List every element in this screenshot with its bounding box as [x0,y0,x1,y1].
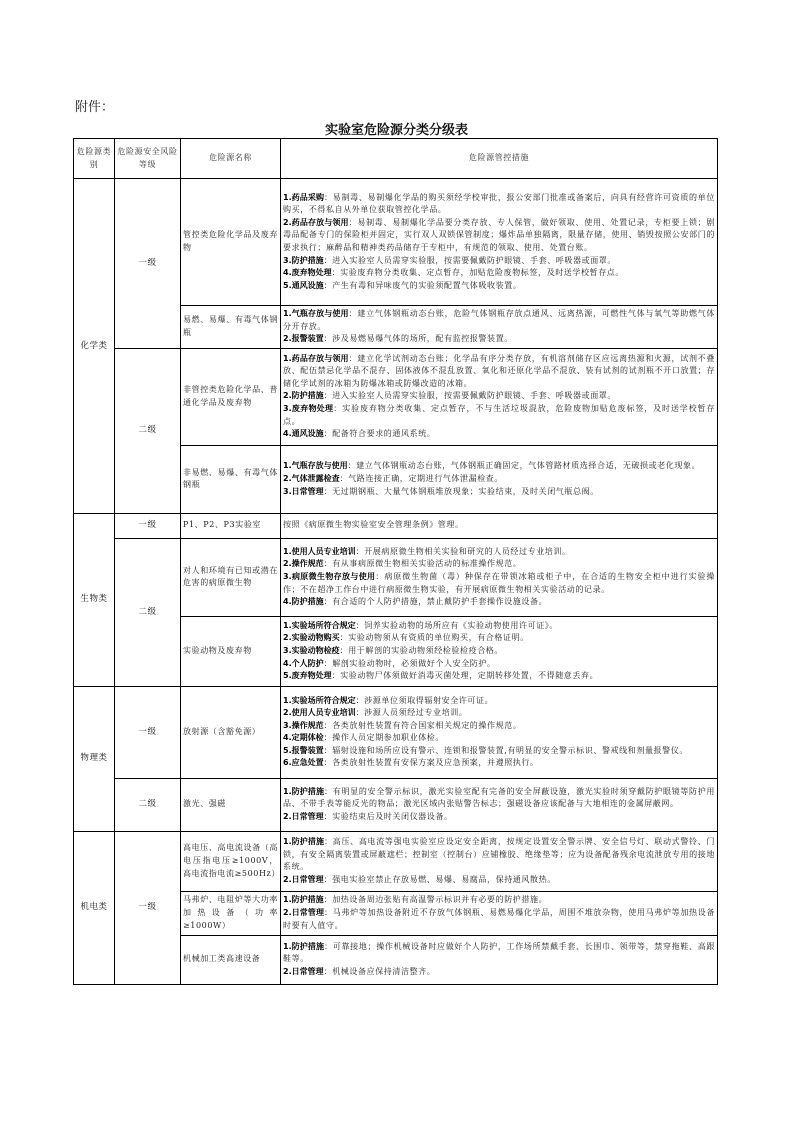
measure-heading: 3.病原微生物存放与使用 [283,571,376,581]
measure-item [283,894,715,907]
measure-heading: 3.防护措施 [283,255,324,265]
level-cell: 一级 [115,686,181,778]
measure-item [283,658,715,671]
measure-text: ：辐射设施和场所应设有警示、连锁和报警装置,有明显的安全警示标识、警戒线和剂量报警仪。 [323,745,688,755]
measure-item [283,632,715,645]
measure-item [283,558,715,571]
hazard-name-cell: 实验动物及废弃物 [181,616,281,686]
measures-cell [281,616,718,686]
measure-heading: 2.报警装置 [283,334,324,344]
measure-text: ：加热设备周边张贴有高温警示标识并有必要的防护措施。 [323,895,548,905]
measure-item [283,267,715,280]
measure-text: ：有合适的个人防护措施，禁止戴防护手套操作设施设备。 [323,597,548,607]
measure-text: ：解剖实验动物时，必须做好个人安全防护。 [323,658,496,668]
measure-item [283,966,715,979]
measure-heading: 5.废弃物处理 [283,671,332,681]
measure-item [283,745,715,758]
measure-item [283,645,715,658]
measure-item [283,280,715,293]
measures-cell [281,831,718,891]
measure-heading: 2.日常管理 [283,907,325,917]
measure-item [283,757,715,770]
header-level: 危险源安全风险等级 [115,139,181,179]
table-row [74,686,718,778]
measure-item [283,732,715,745]
measure-heading: 3.操作规范 [283,720,324,730]
measure-item [283,695,715,708]
hazard-name-cell: 放射源（含豁免源） [181,686,281,778]
measure-item [283,390,715,403]
level-cell: 二级 [115,538,181,686]
measure-text: ：操作人员定期参加职业体检。 [323,733,445,743]
measure-heading: 4.防护措施 [283,597,324,607]
measure-heading: 3.日常管理 [283,486,324,496]
measure-heading: 4.定期体检 [283,733,324,743]
measures-cell [281,778,718,831]
header-measures: 危险源管控措施 [281,139,718,179]
measure-text: ：易制毒、易制爆化学品要分类存放、专人保管，做好领取、使用、处置记录，专柜要上锁；剧毒品配备专门的保险柜并固定，实行双人双锁保管制度；爆炸品单独隔离，限量存储，使用、销毁按照公安部门的要求执行；麻醉品和精神类药品储存于专柜中，有规范的领取、使用、处置台账。 [283,217,715,252]
level-cell: 一级 [115,831,181,984]
measure-heading: 1.气瓶存放与使用 [283,309,349,318]
measure-heading: 4.通风设施 [283,429,324,439]
measure-item [283,907,715,932]
measure-text: ：涉及易燃易爆气体的场所，配有监控报警装置。 [323,334,513,344]
measure-heading: 2.日常管理 [283,967,324,977]
measures-cell: 按照《病原微生物实验室安全管理条例》管理。 [281,513,718,538]
table-row [74,538,718,616]
measure-item [283,546,715,559]
table-row [74,831,718,891]
measure-item [283,670,715,683]
measure-item [283,811,715,824]
measure-text: ：有明显的安全警示标识，激光实验室配有完备的安全屏蔽设施，激光实验时须穿戴防护眼镜等防护用品、不带手表等能反光的物品；激光区域内张贴警告标志；强磁设备应该配备与大地相连的金属屏蔽网。 [283,786,715,809]
measure-heading: 1.实验场所符合规定 [283,620,356,630]
measure-item [283,836,715,874]
measure-heading: 1.药品存放与领用 [283,353,349,363]
measure-heading: 1.防护措施 [283,837,325,847]
measure-text: ：高压、高电流等强电实验室应设定安全距离，按规定设置安全警示牌、安全信号灯、联动式警铃、门锁，有安全隔离装置或屏蔽遮栏；控制室（控制台）应铺橡胶、绝缘垫等；应为设备配备残余电流泄放专用的接地系统。 [283,837,715,872]
measure-text: ：马弗炉等加热设备附近不存放气体钢瓶、易燃易爆化学品，周围不堆放杂物，使用马弗炉等加热设备时要有人值守。 [283,907,715,930]
header-name: 危险源名称 [181,139,281,179]
measure-item [283,217,715,255]
header-category: 危险源类别 [74,139,115,179]
hazard-name-cell: 激光、强磁 [181,778,281,831]
measure-text: ：各类放射性装置有安保方案及应急预案，并遵照执行。 [323,758,539,768]
level-cell: 一级 [115,513,181,538]
measures-cell [281,935,718,984]
measure-text: ：产生有毒和异味废气的实验须配置气体吸收装置。 [323,280,522,290]
measure-text: ：进入实验室人员需穿实验服，按需要佩戴防护眼镜、手套、呼吸器或面罩。 [323,255,617,265]
measure-item [283,308,715,333]
level-cell: 二级 [115,778,181,831]
measure-item [283,255,715,268]
measure-heading: 2.实验动物购买 [283,633,340,643]
category-cell: 物理类 [74,686,115,831]
measure-text: ：机械设备应保持清洁整齐。 [323,967,436,977]
measure-heading: 2.气体泄露检查 [283,473,340,483]
hazard-name-cell: 机械加工类高速设备 [181,935,281,984]
measures-cell [281,306,718,349]
measure-heading: 2.日常管理 [283,874,324,884]
measures-cell [281,686,718,778]
measure-heading: 1.实验场所符合规定 [283,695,356,705]
measure-text: ：各类放射性装置有符合国家相关规定的操作规范。 [323,720,522,730]
page-title: 实验室危险源分类分级表 [324,123,468,138]
measure-item [283,460,715,473]
measures-cell [281,538,718,616]
hazard-name-cell: 易燃、易爆、有毒气体钢瓶 [181,306,281,349]
measure-heading: 2.药品存放与领用 [283,217,349,227]
measure-heading: 2.防护措施 [283,391,324,401]
measure-heading: 1.气瓶存放与使用 [283,461,348,471]
measure-item [283,941,715,966]
measure-item [283,192,715,217]
measure-item [283,353,715,391]
measure-text: ：实验废弃物分类收集、定点暂存，加贴危险废物标签，及时送学校暂存点。 [331,268,625,278]
hazard-name-cell: P1、P2、P3实验室 [181,513,281,538]
measure-text: ：实验结束后及时关闭仪器设备。 [323,812,453,822]
measure-text: ：进入实验室人员需穿实验服，按需要佩戴防护眼镜、手套、呼吸器或面罩。 [323,391,617,401]
measure-text: ：易制毒、易制爆化学品的购买须经学校审批，报公安部门批准或备案后，向具有经营许可资质的单位购买，不得私自从外单位获取管控化学品。 [283,192,715,215]
table-header-row [74,139,718,179]
hazard-classification-table [73,138,718,985]
measure-heading: 2.使用人员专业培训 [283,708,356,718]
level-cell: 一级 [115,179,181,349]
measure-text: ：饲养实验动物的场所应有《实验动物使用许可证》。 [355,620,559,630]
measure-heading: 1.使用人员专业培训 [283,546,356,556]
measure-heading: 1.防护措施 [283,786,325,796]
hazard-name-cell: 非管控类危险化学品、普通化学品及废弃物 [181,348,281,445]
measure-heading: 3.废弃物处理 [283,404,334,414]
measure-text: ：开展病原微生物相关实验和研究的人员经过专业培训。 [355,546,571,556]
table-row [74,513,718,538]
category-cell: 化学类 [74,179,115,514]
measure-text: ：实验动物须从有资质的单位购买，有合格证明。 [339,633,529,643]
measure-heading: 4.废弃物处理 [283,268,332,278]
measure-heading: 6.应急处置 [283,758,324,768]
measure-item [283,596,715,609]
measure-text: ：强电实验室禁止存放易燃、易爆、易腐品，保持通风散热。 [323,874,556,884]
measure-item [283,333,715,346]
measure-text: ：建立气体钢瓶动态台账，危险气体钢瓶存放点通风、远离热源，可燃性气体与氧气等助燃气体分开存放。 [283,309,715,331]
measure-heading: 5.报警装置 [283,745,324,755]
measure-item [283,428,715,441]
measure-item [283,874,715,887]
measure-text: ：实验动物尸体须做好消毒灭菌处理，定期转移处置，不得随意丢弃。 [331,671,599,681]
hazard-name-cell: 非易燃、易爆、有毒气体钢瓶 [181,445,281,513]
hazard-name-cell: 高电压、高电流设备（高电压指电压≥1000V，高电流指电流≥500Hz） [181,831,281,891]
measure-text: ：涉源单位须取得辐射安全许可证。 [355,695,494,705]
measure-heading: 1.药品采购 [283,192,325,202]
measures-cell [281,179,718,306]
measure-item [283,707,715,720]
category-cell: 机电类 [74,831,115,984]
measure-heading: 1.防护措施 [283,895,324,905]
measure-text: ：病原微生物菌（毒）种保存在带锁冰箱或柜子中，在合适的生物安全柜中进行实验操作；不在超净工作台中进行病原微生物实验，有开展病原微生物相关实验活动的记录。 [283,571,716,594]
category-cell: 生物类 [74,513,115,686]
measure-item [283,571,715,596]
measure-text: ：建立气体钢瓶动态台账，气体钢瓶正确固定，气体管路材质选择合适，无破损或老化现象。 [347,461,701,471]
hazard-name-cell: 马弗炉、电阻炉等大功率加热设备（功率≥1000W） [181,891,281,935]
attachment-label: 附件： [75,100,115,115]
hazard-name-cell: 管控类危险化学品及废弃物 [181,179,281,306]
measures-cell [281,445,718,513]
measures-cell [281,348,718,445]
measure-text: ：实验废弃物分类收集、定点暂存，不与生活垃圾混放，危险废物加贴危废标签，及时送学校暂存点。 [283,404,716,426]
measure-heading: 4.个人防护 [283,658,324,668]
measure-text: ：建立化学试剂动态台账；化学品有序分类存放，有机溶剂储存区应远离热源和火源，试剂不叠放、配伍禁忌化学品不混存、固体液体不混乱放置、氧化和还原化学品不混放、装有试剂的试剂瓶不开口放置；存储化学试剂的冰箱为防爆冰箱或防爆改造的冰箱。 [283,353,715,388]
measure-heading: 2.操作规范 [283,559,324,569]
measure-item [283,720,715,733]
level-cell: 二级 [115,348,181,513]
measure-text: ：可靠接地；操作机械设备时应做好个人防护，工作场所禁戴手套、长围巾、领带等，禁穿拖鞋、高跟鞋等。 [283,941,715,964]
measure-text: ：用于解剖的实验动物须经检验检疫合格。 [339,645,504,655]
table-row [74,348,718,445]
measure-item [283,486,715,499]
measure-heading: 5.通风设施 [283,280,324,290]
measure-item [283,403,715,428]
measure-text: ：涉源人员须经过专业培训。 [355,708,468,718]
measure-heading: 3.实验动物检疫 [283,645,340,655]
hazard-name-cell: 对人和环境有已知或潜在危害的病原微生物 [181,538,281,616]
measure-text: ：配备符合要求的通风系统。 [323,429,436,439]
table-row [74,778,718,831]
measure-item [283,786,715,811]
measure-item [283,620,715,633]
table-row [74,179,718,306]
measure-heading: 1.防护措施 [283,941,325,951]
measure-text: ：有从事病原微生物相关实验活动的标准操作规范。 [323,559,522,569]
measures-cell [281,891,718,935]
measure-item [283,473,715,486]
measure-text: ：无过期钢瓶、大量气体钢瓶堆放现象；实验结束，及时关闭气瓶总阀。 [323,486,599,496]
measure-heading: 2.日常管理 [283,812,324,822]
measure-text: ：气路连接正确，定期进行气体泄漏检查。 [339,473,504,483]
